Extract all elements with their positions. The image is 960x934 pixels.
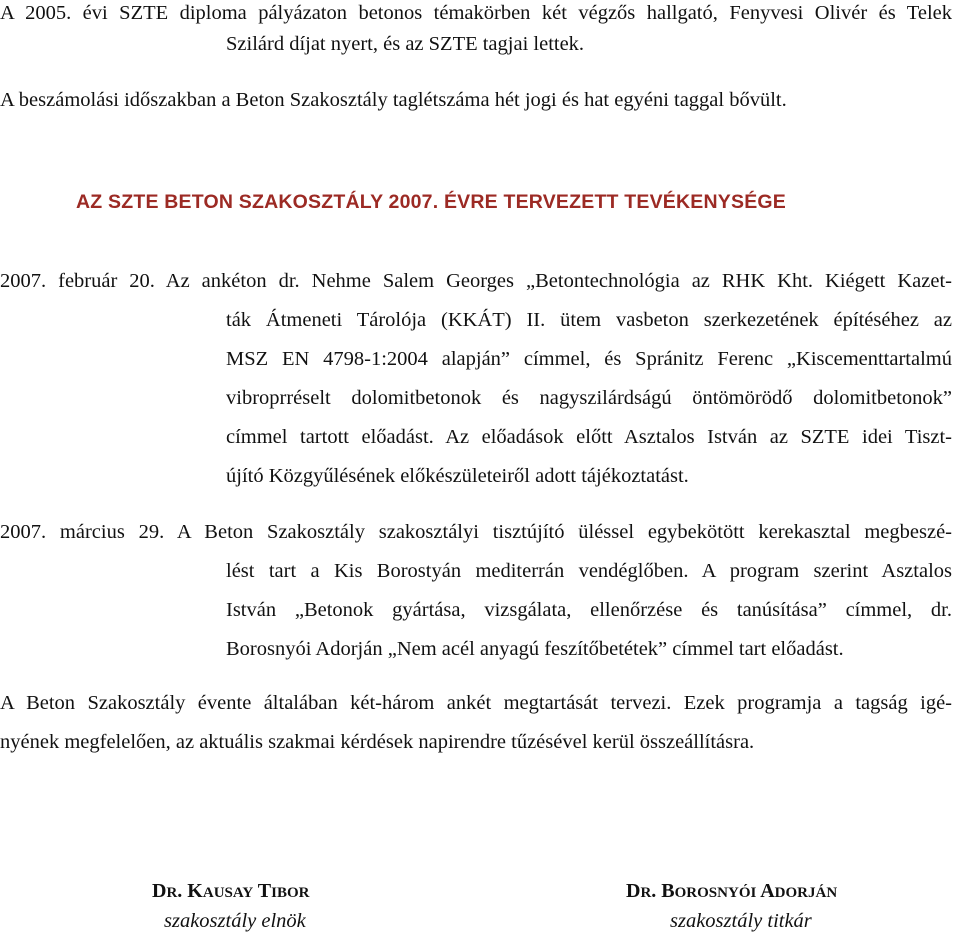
- event2-line-3: István „Betonok gyártása, vizsgálata, ellenőrzése és tanúsítása” címmel, dr.: [226, 599, 952, 621]
- signature-left-title: szakosztály elnök: [164, 910, 306, 932]
- event1-line-1: 2007. február 20. Az ankéton dr. Nehme Salem Georges „Betontechnológia az RHK Kht. Kiégett Kazet-: [0, 270, 952, 292]
- event1-line-6: újító Közgyűlésének előkészületeiről adott tájékoztatást.: [226, 465, 689, 487]
- signature-left-name: DR. KAUSAY TIBOR: [152, 880, 310, 902]
- closing-line-1: A Beton Szakosztály évente általában két-három ankét megtartását tervezi. Ezek programja a tagság igé-: [0, 692, 952, 714]
- section-heading: AZ SZTE BETON SZAKOSZTÁLY 2007. ÉVRE TERVEZETT TEVÉKENYSÉGE: [76, 191, 786, 213]
- event1-line-2: ták Átmeneti Tárolója (KKÁT) II. ütem vasbeton szerkezetének építéséhez az: [226, 309, 952, 331]
- event1-line-3: MSZ EN 4798-1:2004 alapján” címmel, és Spránitz Ferenc „Kiscementtartalmú: [226, 348, 952, 370]
- event2-line-1: 2007. március 29. A Beton Szakosztály szakosztályi tisztújító üléssel egybekötött kerekasztal megbeszé-: [0, 521, 952, 543]
- event2-line-2: lést tart a Kis Borostyán mediterrán vendéglőben. A program szerint Asztalos: [226, 560, 952, 582]
- intro-line-3: A beszámolási időszakban a Beton Szakosztály taglétszáma hét jogi és hat egyéni taggal bővült.: [0, 89, 787, 111]
- event1-line-4: vibroprréselt dolomitbetonok és nagyszilárdságú öntömörödő dolomitbetonok”: [226, 387, 952, 409]
- intro-line-2: Szilárd díjat nyert, és az SZTE tagjai lettek.: [226, 33, 585, 55]
- closing-line-2: nyének megfelelően, az aktuális szakmai kérdések napirendre tűzésével kerül összeállításra.: [0, 731, 755, 753]
- intro-line-1: A 2005. évi SZTE diploma pályázaton betonos témakörben két végzős hallgató, Fenyvesi Olivér és Telek: [0, 2, 952, 24]
- signature-right-title: szakosztály titkár: [670, 910, 812, 932]
- signature-right-name: DR. BOROSNYÓI ADORJÁN: [626, 880, 838, 902]
- event2-line-4: Borosnyói Adorján „Nem acél anyagú feszítőbetétek” címmel tart előadást.: [226, 638, 844, 660]
- event1-line-5: címmel tartott előadást. Az előadások előtt Asztalos István az SZTE idei Tiszt-: [226, 426, 952, 448]
